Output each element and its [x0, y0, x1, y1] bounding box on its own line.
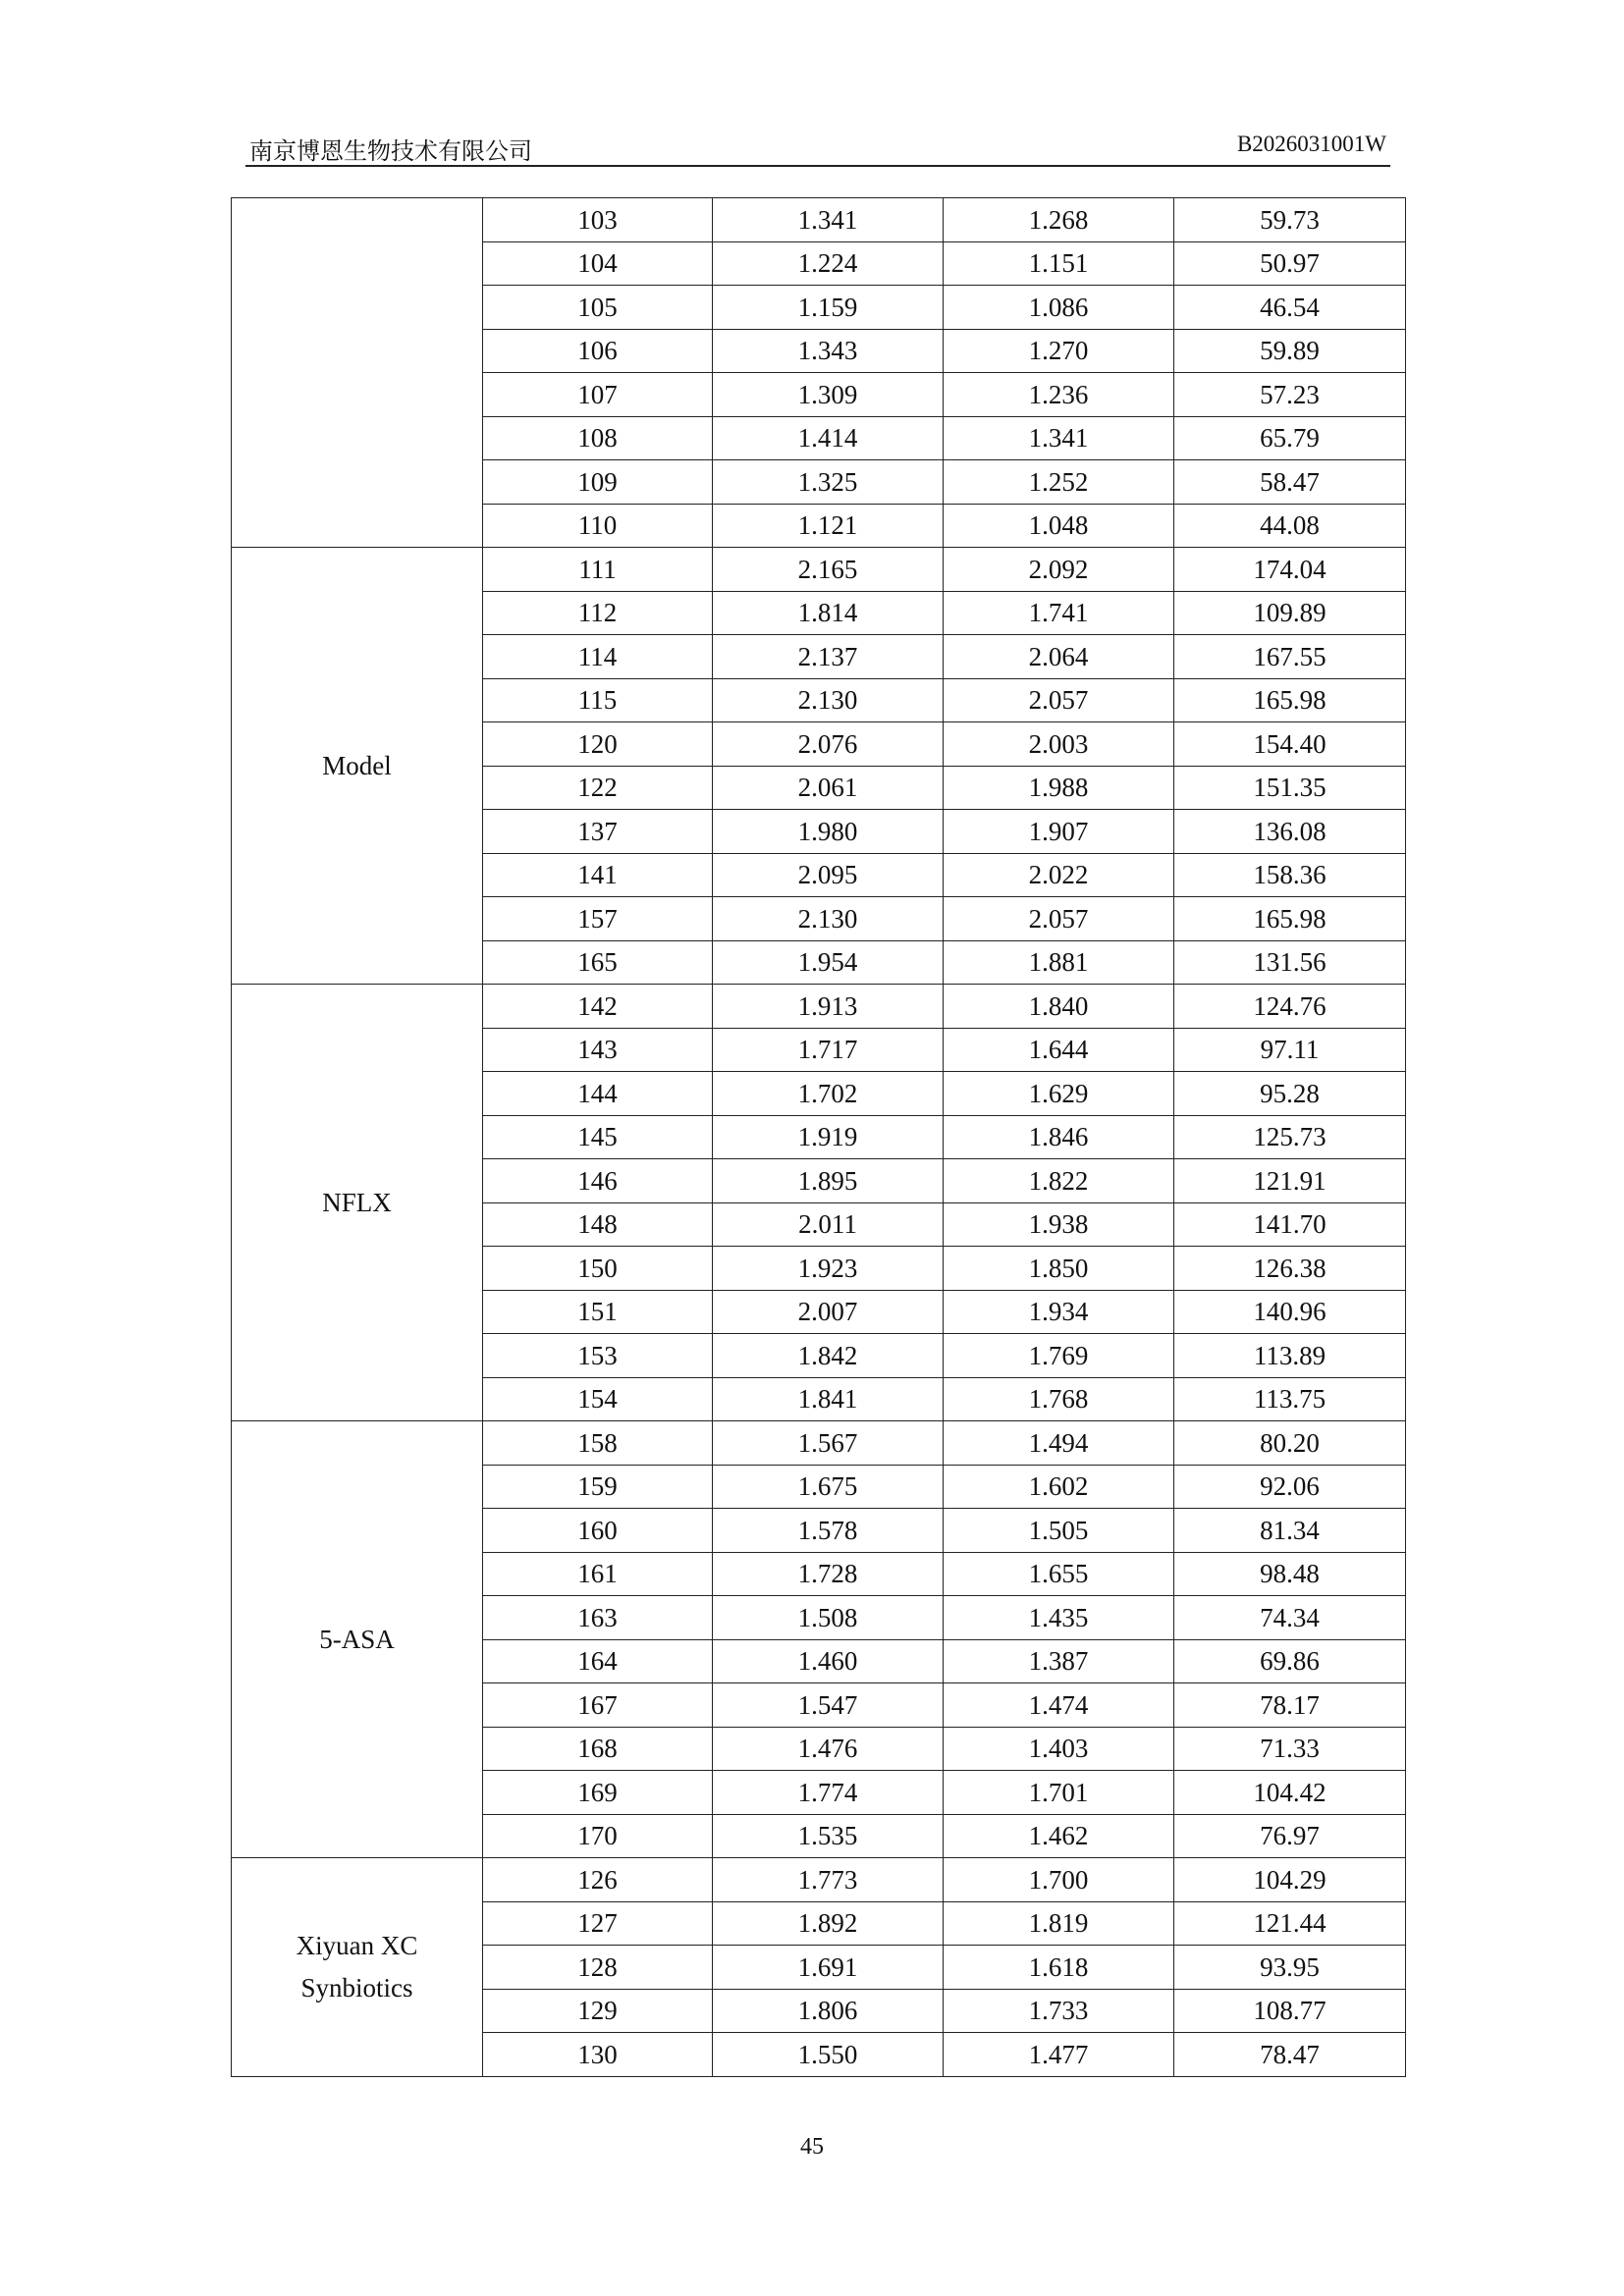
- table-cell: 1.476: [713, 1727, 944, 1771]
- table-cell: 145: [483, 1115, 713, 1159]
- table-cell: 1.550: [713, 2033, 944, 2077]
- table-cell: 1.741: [944, 591, 1174, 635]
- table-cell: 157: [483, 897, 713, 941]
- table-cell: 1.840: [944, 985, 1174, 1029]
- table-cell: 2.057: [944, 897, 1174, 941]
- table-cell: 1.819: [944, 1901, 1174, 1946]
- group-name-cell: Model: [232, 548, 483, 985]
- table-cell: 1.769: [944, 1334, 1174, 1378]
- table-cell: 2.022: [944, 853, 1174, 897]
- table-cell: 151.35: [1174, 766, 1406, 810]
- table-cell: 69.86: [1174, 1639, 1406, 1683]
- table-cell: 1.938: [944, 1202, 1174, 1247]
- table-cell: 167: [483, 1683, 713, 1728]
- table-cell: 105: [483, 286, 713, 330]
- table-cell: 1.842: [713, 1334, 944, 1378]
- table-cell: 1.387: [944, 1639, 1174, 1683]
- table-cell: 59.73: [1174, 198, 1406, 242]
- table-cell: 125.73: [1174, 1115, 1406, 1159]
- table-cell: 112: [483, 591, 713, 635]
- table-cell: 1.224: [713, 241, 944, 286]
- table-cell: 104.42: [1174, 1771, 1406, 1815]
- table-cell: 78.17: [1174, 1683, 1406, 1728]
- table-cell: 1.881: [944, 940, 1174, 985]
- table-cell: 109: [483, 460, 713, 505]
- table-cell: 2.003: [944, 722, 1174, 767]
- table-cell: 1.988: [944, 766, 1174, 810]
- table-cell: 121.44: [1174, 1901, 1406, 1946]
- table-cell: 154.40: [1174, 722, 1406, 767]
- table-cell: 151: [483, 1290, 713, 1334]
- group-name-line: Synbiotics: [300, 1972, 413, 2002]
- table-cell: 1.701: [944, 1771, 1174, 1815]
- table-cell: 1.919: [713, 1115, 944, 1159]
- table-cell: 1.934: [944, 1290, 1174, 1334]
- table-row: [232, 1421, 1406, 1466]
- table-cell: 1.474: [944, 1683, 1174, 1728]
- table-cell: 74.34: [1174, 1596, 1406, 1640]
- table-cell: 103: [483, 198, 713, 242]
- table-cell: 2.137: [713, 635, 944, 679]
- table-cell: 143: [483, 1028, 713, 1072]
- table-cell: 1.907: [944, 810, 1174, 854]
- table-cell: 1.850: [944, 1247, 1174, 1291]
- document-id: B2026031001W: [1236, 132, 1386, 156]
- table-cell: 130: [483, 2033, 713, 2077]
- table-cell: 1.644: [944, 1028, 1174, 1072]
- table-cell: 122: [483, 766, 713, 810]
- table-cell: 1.700: [944, 1858, 1174, 1902]
- table-cell: 1.702: [713, 1072, 944, 1116]
- table-cell: 1.309: [713, 373, 944, 417]
- results-table-body: [232, 198, 1406, 2077]
- table-cell: 2.007: [713, 1290, 944, 1334]
- group-name-line: Xiyuan XC: [296, 1930, 418, 1960]
- table-cell: 97.11: [1174, 1028, 1406, 1072]
- table-cell: 2.165: [713, 548, 944, 592]
- table-cell: 161: [483, 1552, 713, 1596]
- table-cell: 108: [483, 416, 713, 460]
- table-cell: 150: [483, 1247, 713, 1291]
- table-cell: 1.508: [713, 1596, 944, 1640]
- table-cell: 170: [483, 1814, 713, 1858]
- table-cell: 1.048: [944, 504, 1174, 548]
- table-cell: 142: [483, 985, 713, 1029]
- table-cell: 1.252: [944, 460, 1174, 505]
- table-cell: 1.341: [713, 198, 944, 242]
- group-name-cell: NFLX: [232, 985, 483, 1421]
- table-cell: 1.494: [944, 1421, 1174, 1466]
- table-cell: 167.55: [1174, 635, 1406, 679]
- table-cell: 141.70: [1174, 1202, 1406, 1247]
- table-cell: 110: [483, 504, 713, 548]
- table-cell: 121.91: [1174, 1159, 1406, 1203]
- table-cell: 1.462: [944, 1814, 1174, 1858]
- table-cell: 164: [483, 1639, 713, 1683]
- table-cell: 104.29: [1174, 1858, 1406, 1902]
- table-cell: 109.89: [1174, 591, 1406, 635]
- table-cell: 107: [483, 373, 713, 417]
- table-cell: 140.96: [1174, 1290, 1406, 1334]
- table-cell: 113.89: [1174, 1334, 1406, 1378]
- table-cell: 93.95: [1174, 1946, 1406, 1990]
- table-cell: 141: [483, 853, 713, 897]
- table-cell: 2.011: [713, 1202, 944, 1247]
- group-name-cell: [232, 1858, 483, 2077]
- table-cell: 1.655: [944, 1552, 1174, 1596]
- table-cell: 1.547: [713, 1683, 944, 1728]
- table-cell: 1.923: [713, 1247, 944, 1291]
- table-cell: 165.98: [1174, 897, 1406, 941]
- table-cell: 1.270: [944, 329, 1174, 373]
- table-cell: 111: [483, 548, 713, 592]
- table-cell: 46.54: [1174, 286, 1406, 330]
- table-cell: 1.728: [713, 1552, 944, 1596]
- table-cell: 1.151: [944, 241, 1174, 286]
- table-cell: 76.97: [1174, 1814, 1406, 1858]
- table-cell: 169: [483, 1771, 713, 1815]
- table-cell: 1.343: [713, 329, 944, 373]
- table-cell: 146: [483, 1159, 713, 1203]
- table-cell: 50.97: [1174, 241, 1406, 286]
- table-cell: 127: [483, 1901, 713, 1946]
- table-cell: 158.36: [1174, 853, 1406, 897]
- table-cell: 44.08: [1174, 504, 1406, 548]
- table-cell: 1.121: [713, 504, 944, 548]
- group-name-cell: [232, 198, 483, 548]
- table-row: [232, 985, 1406, 1029]
- table-cell: 120: [483, 722, 713, 767]
- table-cell: 153: [483, 1334, 713, 1378]
- table-cell: 158: [483, 1421, 713, 1466]
- table-cell: 1.675: [713, 1465, 944, 1509]
- table-cell: 1.435: [944, 1596, 1174, 1640]
- table-row: [232, 1858, 1406, 1902]
- table-cell: 174.04: [1174, 548, 1406, 592]
- table-cell: 1.954: [713, 940, 944, 985]
- table-cell: 1.980: [713, 810, 944, 854]
- company-name: 南京博恩生物技术有限公司: [249, 137, 532, 165]
- table-cell: 2.130: [713, 678, 944, 722]
- table-cell: 1.414: [713, 416, 944, 460]
- table-cell: 1.403: [944, 1727, 1174, 1771]
- table-cell: 1.578: [713, 1509, 944, 1553]
- table-cell: 65.79: [1174, 416, 1406, 460]
- table-cell: 160: [483, 1509, 713, 1553]
- table-cell: 131.56: [1174, 940, 1406, 985]
- table-cell: 1.629: [944, 1072, 1174, 1116]
- table-cell: 2.076: [713, 722, 944, 767]
- table-cell: 163: [483, 1596, 713, 1640]
- table-cell: 2.095: [713, 853, 944, 897]
- table-cell: 159: [483, 1465, 713, 1509]
- table-cell: 1.814: [713, 591, 944, 635]
- table-cell: 1.774: [713, 1771, 944, 1815]
- table-cell: 1.086: [944, 286, 1174, 330]
- table-cell: 1.913: [713, 985, 944, 1029]
- table-cell: 2.092: [944, 548, 1174, 592]
- table-cell: 92.06: [1174, 1465, 1406, 1509]
- table-cell: 1.325: [713, 460, 944, 505]
- table-cell: 144: [483, 1072, 713, 1116]
- table-cell: 1.806: [713, 1989, 944, 2033]
- table-cell: 1.773: [713, 1858, 944, 1902]
- table-cell: 1.618: [944, 1946, 1174, 1990]
- table-cell: 124.76: [1174, 985, 1406, 1029]
- table-cell: 1.822: [944, 1159, 1174, 1203]
- table-cell: 1.846: [944, 1115, 1174, 1159]
- table-cell: 1.159: [713, 286, 944, 330]
- table-cell: 1.892: [713, 1901, 944, 1946]
- table-cell: 1.460: [713, 1639, 944, 1683]
- table-cell: 58.47: [1174, 460, 1406, 505]
- table-cell: 2.061: [713, 766, 944, 810]
- table-cell: 2.064: [944, 635, 1174, 679]
- table-cell: 95.28: [1174, 1072, 1406, 1116]
- table-cell: 126.38: [1174, 1247, 1406, 1291]
- table-cell: 80.20: [1174, 1421, 1406, 1466]
- table-cell: 1.602: [944, 1465, 1174, 1509]
- table-cell: 1.895: [713, 1159, 944, 1203]
- table-cell: 137: [483, 810, 713, 854]
- table-cell: 113.75: [1174, 1377, 1406, 1421]
- group-name-cell: 5-ASA: [232, 1421, 483, 1858]
- table-cell: 126: [483, 1858, 713, 1902]
- page-header: [245, 126, 1390, 167]
- table-cell: 2.057: [944, 678, 1174, 722]
- table-cell: 1.691: [713, 1946, 944, 1990]
- table-cell: 108.77: [1174, 1989, 1406, 2033]
- table-cell: 104: [483, 241, 713, 286]
- page-number: 45: [800, 2134, 824, 2160]
- table-cell: 154: [483, 1377, 713, 1421]
- table-row: [232, 548, 1406, 592]
- table-cell: 1.535: [713, 1814, 944, 1858]
- table-cell: 2.130: [713, 897, 944, 941]
- table-cell: 136.08: [1174, 810, 1406, 854]
- table-cell: 59.89: [1174, 329, 1406, 373]
- table-cell: 78.47: [1174, 2033, 1406, 2077]
- table-cell: 71.33: [1174, 1727, 1406, 1771]
- table-cell: 114: [483, 635, 713, 679]
- table-cell: 165: [483, 940, 713, 985]
- results-table: [231, 197, 1406, 2077]
- table-cell: 1.768: [944, 1377, 1174, 1421]
- table-cell: 115: [483, 678, 713, 722]
- table-cell: 168: [483, 1727, 713, 1771]
- table-cell: 148: [483, 1202, 713, 1247]
- table-cell: 1.236: [944, 373, 1174, 417]
- table-cell: 1.733: [944, 1989, 1174, 2033]
- table-cell: 81.34: [1174, 1509, 1406, 1553]
- table-cell: 57.23: [1174, 373, 1406, 417]
- table-cell: 1.341: [944, 416, 1174, 460]
- table-cell: 1.717: [713, 1028, 944, 1072]
- table-cell: 165.98: [1174, 678, 1406, 722]
- table-cell: 1.567: [713, 1421, 944, 1466]
- table-cell: 1.477: [944, 2033, 1174, 2077]
- table-cell: 106: [483, 329, 713, 373]
- table-cell: 1.268: [944, 198, 1174, 242]
- table-cell: 98.48: [1174, 1552, 1406, 1596]
- table-row: [232, 198, 1406, 242]
- table-cell: 129: [483, 1989, 713, 2033]
- table-cell: 1.505: [944, 1509, 1174, 1553]
- table-cell: 1.841: [713, 1377, 944, 1421]
- table-cell: 128: [483, 1946, 713, 1990]
